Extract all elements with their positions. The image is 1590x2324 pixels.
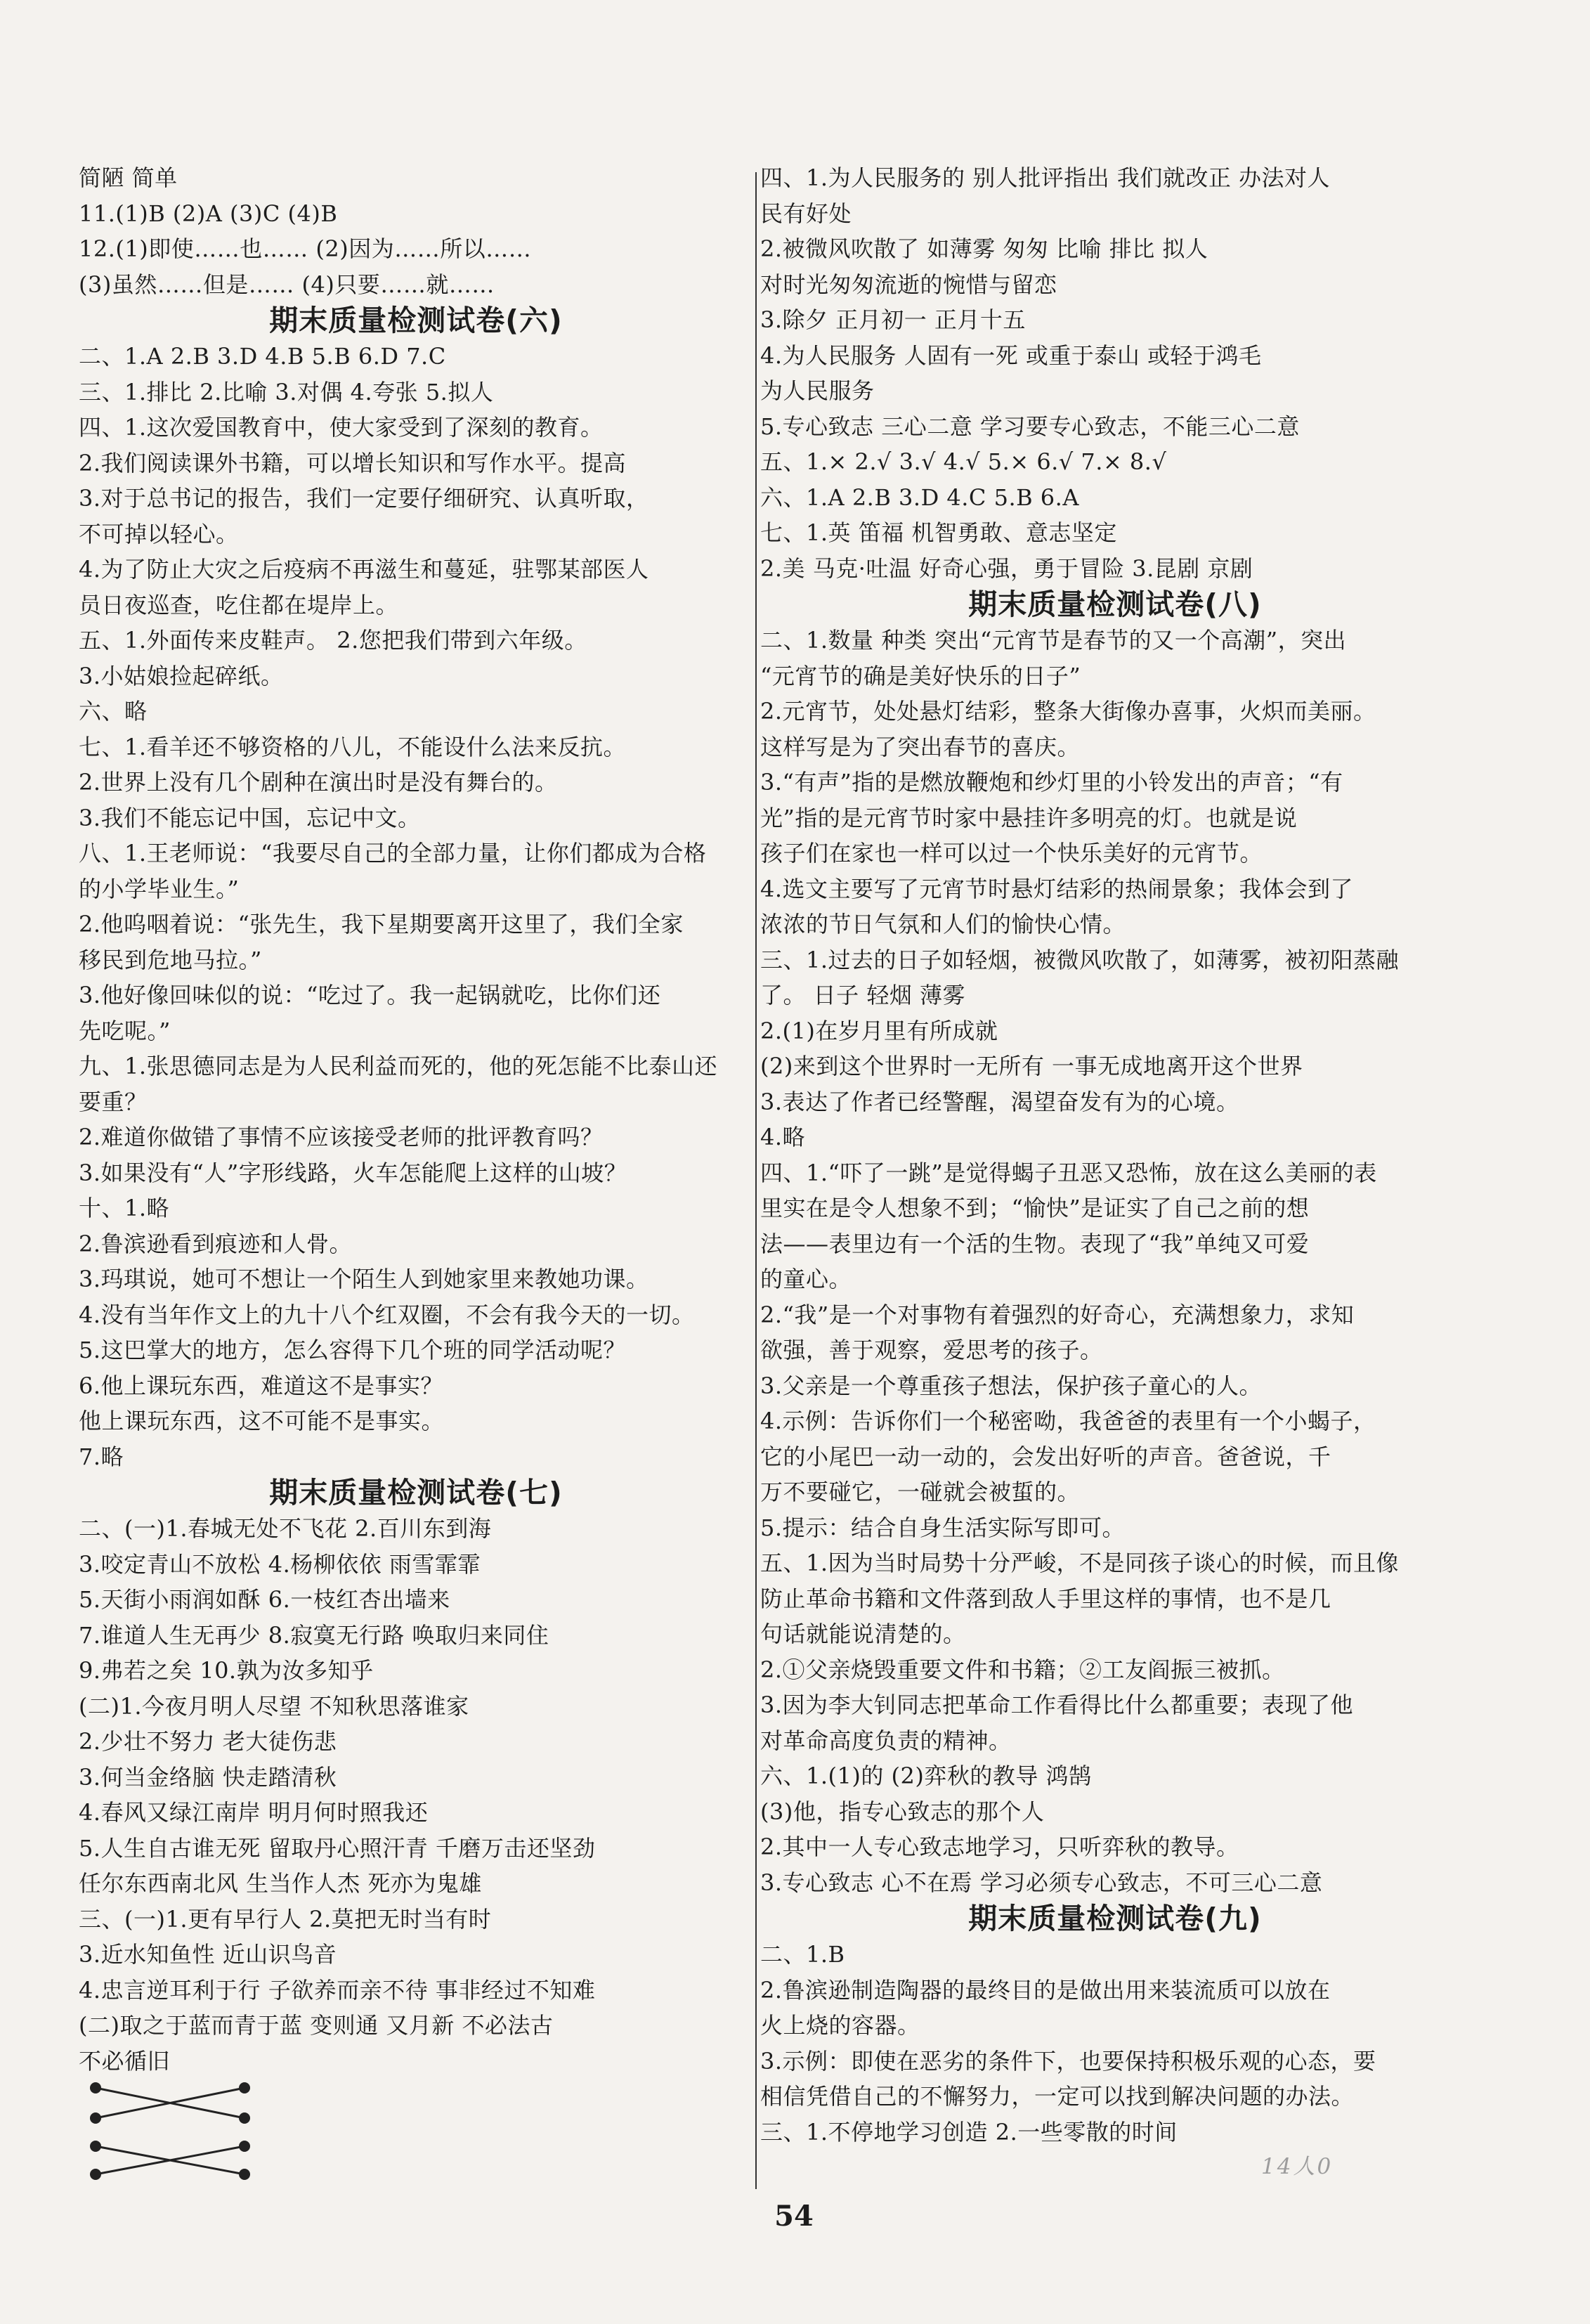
section-title: 期末质量检测试卷(六) xyxy=(269,304,563,337)
answer-line: 八、1.王老师说：“我要尽自己的全部力量，让你们都成为合格 xyxy=(79,840,707,866)
answer-line: 为人民服务 xyxy=(760,377,875,404)
answer-line: 3.玛琪说，她可不想让一个陌生人到她家里来教她功课。 xyxy=(79,1266,649,1292)
answer-line: 2.我们阅读课外书籍，可以增长知识和写作水平。提高 xyxy=(79,449,627,476)
answer-line: 4.没有当年作文上的九十八个红双圈，不会有我今天的一切。 xyxy=(79,1301,695,1328)
answer-line: 2.美 马克·吐温 好奇心强，勇于冒险 3.昆剧 京剧 xyxy=(760,554,1253,582)
answer-line: 孩子们在家也一样可以过一个快乐美好的元宵节。 xyxy=(760,840,1263,866)
answer-line: 里实在是令人想象不到；“愉快”是证实了自己之前的想 xyxy=(760,1195,1310,1221)
answer-line: 5.提示：结合自身生活实际写即可。 xyxy=(760,1514,1126,1541)
answer-line: 2.元宵节，处处悬灯结彩，整条大街像办喜事，火炽而美丽。 xyxy=(760,698,1376,725)
answer-line: (二)取之于蓝而青于蓝 变则通 又月新 不必法古 xyxy=(79,2012,554,2039)
answer-line: 十、1.略 xyxy=(79,1195,170,1221)
answer-line: 法——表里边有一个活的生物。表现了“我”单纯又可爱 xyxy=(760,1230,1310,1257)
answer-line: 二、1.B xyxy=(760,1941,845,1968)
right-column xyxy=(760,160,1470,2150)
answer-line: 3.咬定青山不放松 4.杨柳依依 雨雪霏霏 xyxy=(79,1550,481,1578)
answer-line: 3.小姑娘捡起碎纸。 xyxy=(79,662,284,689)
answer-line: 万不要碰它，一碰就会被蜇的。 xyxy=(760,1479,1081,1505)
answer-line: 了。 日子 轻烟 薄雾 xyxy=(760,982,966,1008)
answer-line: 4.选文主要写了元宵节时悬灯结彩的热闹景象；我体会到了 xyxy=(760,875,1354,902)
answer-line: 浓浓的节日气氛和人们的愉快心情。 xyxy=(760,911,1126,937)
answer-line: 对革命高度负责的精神。 xyxy=(760,1727,1012,1754)
answer-line: 3.除夕 正月初一 正月十五 xyxy=(760,306,1026,333)
answer-line: 民有好处 xyxy=(760,200,852,227)
answer-line: 3.父亲是一个尊重孩子想法，保护孩子童心的人。 xyxy=(760,1372,1263,1399)
answer-line: 这样写是为了突出春节的喜庆。 xyxy=(760,733,1081,760)
answer-line: 3.他好像回味似的说：“吃过了。我一起锅就吃，比你们还 xyxy=(79,982,661,1008)
handwritten-note: 14人0 xyxy=(1261,2154,1334,2179)
answer-line: 员日夜巡查，吃住都在堤岸上。 xyxy=(79,591,399,618)
answer-line: 5.这巴掌大的地方，怎么容得下几个班的同学活动呢？ xyxy=(79,1337,627,1363)
answer-line: 相信凭借自己的不懈努力，一定可以找到解决问题的办法。 xyxy=(760,2083,1355,2110)
answer-line: 四、1.“吓了一跳”是觉得蝎子丑恶又恐怖，放在这么美丽的表 xyxy=(760,1159,1377,1186)
answer-line: 11.(1)B (2)A (3)C (4)B xyxy=(79,200,338,227)
answer-line: 5.天街小雨润如酥 6.一枝红杏出墙来 xyxy=(79,1586,450,1613)
answer-line: 五、1.× 2.√ 3.√ 4.√ 5.× 6.√ 7.× 8.√ xyxy=(760,448,1167,475)
answer-line: 三、1.不停地学习创造 2.一些零散的时间 xyxy=(760,2118,1178,2146)
answer-line: 4.略 xyxy=(760,1124,806,1150)
answer-line: 二、1.数量 种类 突出“元宵节是春节的又一个高潮”，突出 xyxy=(760,627,1347,654)
answer-line: 7.谁道人生无再少 8.寂寞无行路 唤取归来同住 xyxy=(79,1621,549,1649)
answer-line: (2)来到这个世界时一无所有 一事无成地离开这个世界 xyxy=(760,1053,1303,1079)
answer-line: 2.鲁滨逊制造陶器的最终目的是做出用来装流质可以放在 xyxy=(760,1976,1331,2004)
answer-line: 3.近水知鱼性 近山识鸟音 xyxy=(79,1941,337,1968)
answer-line: 3.表达了作者已经警醒，渴望奋发有为的心境。 xyxy=(760,1088,1239,1115)
answer-line: 三、(一)1.更有早行人 2.莫把无时当有时 xyxy=(79,1905,492,1933)
answer-line: 四、1.为人民服务的 别人批评指出 我们就改正 办法对人 xyxy=(760,164,1331,191)
answer-line: 3.因为李大钊同志把革命工作看得比什么都重要；表现了他 xyxy=(760,1692,1354,1718)
section-title: 期末质量检测试卷(九) xyxy=(968,1902,1262,1935)
answer-line: 不可掉以轻心。 xyxy=(79,520,239,547)
answer-line: 2.难道你做错了事情不应该接受老师的批评教育吗？ xyxy=(79,1124,604,1150)
answer-line: 4.示例：告诉你们一个秘密呦，我爸爸的表里有一个小蝎子， xyxy=(760,1408,1376,1434)
answer-line: 2.少壮不努力 老大徒伤悲 xyxy=(79,1728,337,1755)
answer-line: 3.示例：即使在恶劣的条件下，也要保持积极乐观的心态，要 xyxy=(760,2047,1376,2075)
answer-line: 2.①父亲烧毁重要文件和书籍；②工友阎振三被抓。 xyxy=(760,1656,1285,1683)
answer-line: 欲强，善于观察，爱思考的孩子。 xyxy=(760,1337,1103,1363)
answer-line: (3)他，指专心致志的那个人 xyxy=(760,1798,1045,1825)
answer-line: 5.人生自古谁无死 留取丹心照汗青 千磨万击还坚劲 xyxy=(79,1834,596,1862)
section-title: 期末质量检测试卷(七) xyxy=(269,1476,563,1510)
answer-line: 光”指的是元宵节时家中悬挂许多明亮的灯。也就是说 xyxy=(760,804,1298,831)
answer-line: 防止革命书籍和文件落到敌人手里这样的事情，也不是几 xyxy=(760,1585,1331,1612)
answer-line: 九、1.张思德同志是为人民利益而死的，他的死怎能不比泰山还 xyxy=(79,1053,718,1079)
answer-line: 二、(一)1.春城无处不飞花 2.百川东到海 xyxy=(79,1515,492,1542)
answer-line: 他上课玩东西，这不可能不是事实。 xyxy=(79,1408,445,1434)
answer-line: 三、1.过去的日子如轻烟，被微风吹散了，如薄雾，被初阳蒸融 xyxy=(760,946,1400,973)
answer-line: 3.何当金络脑 快走踏清秋 xyxy=(79,1763,337,1791)
answer-line: 6.他上课玩东西，难道这不是事实？ xyxy=(79,1372,444,1399)
answer-line: 2.鲁滨逊看到痕迹和人骨。 xyxy=(79,1230,353,1257)
answer-line: “元宵节的确是美好快乐的日子” xyxy=(760,662,1081,689)
answer-line: 五、1.外面传来皮鞋声。 2.您把我们带到六年级。 xyxy=(79,627,587,654)
answer-line: 任尔东西南北风 生当作人杰 死亦为鬼雄 xyxy=(79,1870,482,1897)
answer-line: 五、1.因为当时局势十分严峻，不是同孩子谈心的时候，而且像 xyxy=(760,1550,1400,1576)
answer-line: 4.为了防止大灾之后疫病不再滋生和蔓延，驻鄂某部医人 xyxy=(79,556,649,583)
answer-line: 3.“有声”指的是燃放鞭炮和纱灯里的小铃发出的声音；“有 xyxy=(760,769,1343,796)
answer-line: 七、1.看羊还不够资格的八儿，不能设什么法来反抗。 xyxy=(79,733,627,760)
column-divider xyxy=(755,172,757,2189)
answer-line: 六、1.(1)的 (2)弈秋的教导 鸿鹄 xyxy=(760,1763,1092,1789)
answer-line: 3.我们不能忘记中国，忘记中文。 xyxy=(79,804,421,831)
page-number: 54 xyxy=(774,2200,814,2233)
answer-line: 3.对于总书记的报告，我们一定要仔细研究、认真听取， xyxy=(79,485,649,512)
answer-line: 2.(1)在岁月里有所成就 xyxy=(760,1017,998,1044)
answer-line: 3.如果没有“人”字形线路，火车怎能爬上这样的山坡？ xyxy=(79,1159,627,1186)
left-column xyxy=(79,160,753,2079)
section-title: 期末质量检测试卷(八) xyxy=(968,588,1262,621)
answer-line: 5.专心致志 三心二意 学习要专心致志，不能三心二意 xyxy=(760,413,1300,440)
answer-line: 2.“我”是一个对事物有着强烈的好奇心，充满想象力，求知 xyxy=(760,1301,1355,1328)
answer-line: 3.专心致志 心不在焉 学习必须专心致志，不可三心二意 xyxy=(760,1869,1323,1896)
answer-line: (3)虽然……但是…… (4)只要……就…… xyxy=(79,271,495,298)
answer-line: 三、1.排比 2.比喻 3.对偶 4.夸张 5.拟人 xyxy=(79,378,494,405)
answer-line: 12.(1)即使……也…… (2)因为……所以…… xyxy=(79,235,532,262)
answer-line: 六、略 xyxy=(79,698,148,725)
answer-line: 七、1.英 笛福 机智勇敢、意志坚定 xyxy=(760,519,1117,546)
answer-line: 的小学毕业生。” xyxy=(79,875,240,902)
answer-line: 的童心。 xyxy=(760,1266,852,1292)
answer-line: 7.略 xyxy=(79,1443,124,1470)
answer-line: 2.被微风吹散了 如薄雾 匆匆 比喻 排比 拟人 xyxy=(760,235,1208,262)
answer-line: 9.弗若之矣 10.孰为汝多知乎 xyxy=(79,1657,374,1684)
answer-line: 4.忠言逆耳利于行 子欲养而亲不待 事非经过不知难 xyxy=(79,1976,596,2004)
answer-line: 4.为人民服务 人固有一死 或重于泰山 或轻于鸿毛 xyxy=(760,342,1262,369)
answer-line: 4.春风又绿江南岸 明月何时照我还 xyxy=(79,1799,429,1826)
answer-line: 它的小尾巴一动一动的，会发出好听的声音。爸爸说，千 xyxy=(760,1443,1331,1470)
matching-lines-diagram xyxy=(86,2079,261,2185)
answer-line: 2.世界上没有几个剧种在演出时是没有舞台的。 xyxy=(79,769,558,796)
answer-line: 先吃呢。” xyxy=(79,1017,171,1044)
answer-line: 六、1.A 2.B 3.D 4.C 5.B 6.A xyxy=(760,483,1079,511)
answer-line: 对时光匆匆流逝的惋惜与留恋 xyxy=(760,271,1057,298)
answer-line: 2.其中一人专心致志地学习，只听弈秋的教导。 xyxy=(760,1833,1239,1860)
answer-line: 简陋 简单 xyxy=(79,164,178,191)
answer-line: 四、1.这次爱国教育中，使大家受到了深刻的教育。 xyxy=(79,414,604,441)
answer-line: 句话就能说清楚的。 xyxy=(760,1621,966,1647)
answer-line: 移民到危地马拉。” xyxy=(79,946,262,973)
answer-line: 不必循旧 xyxy=(79,2047,171,2075)
answer-line: 2.他呜咽着说：“张先生，我下星期要离开这里了，我们全家 xyxy=(79,911,684,937)
answer-line: 火上烧的容器。 xyxy=(760,2012,920,2039)
answer-line: 要重？ xyxy=(79,1088,148,1115)
answer-line: 二、1.A 2.B 3.D 4.B 5.B 6.D 7.C xyxy=(79,343,446,370)
answer-line: (二)1.今夜月明人尽望 不知秋思落谁家 xyxy=(79,1692,469,1720)
